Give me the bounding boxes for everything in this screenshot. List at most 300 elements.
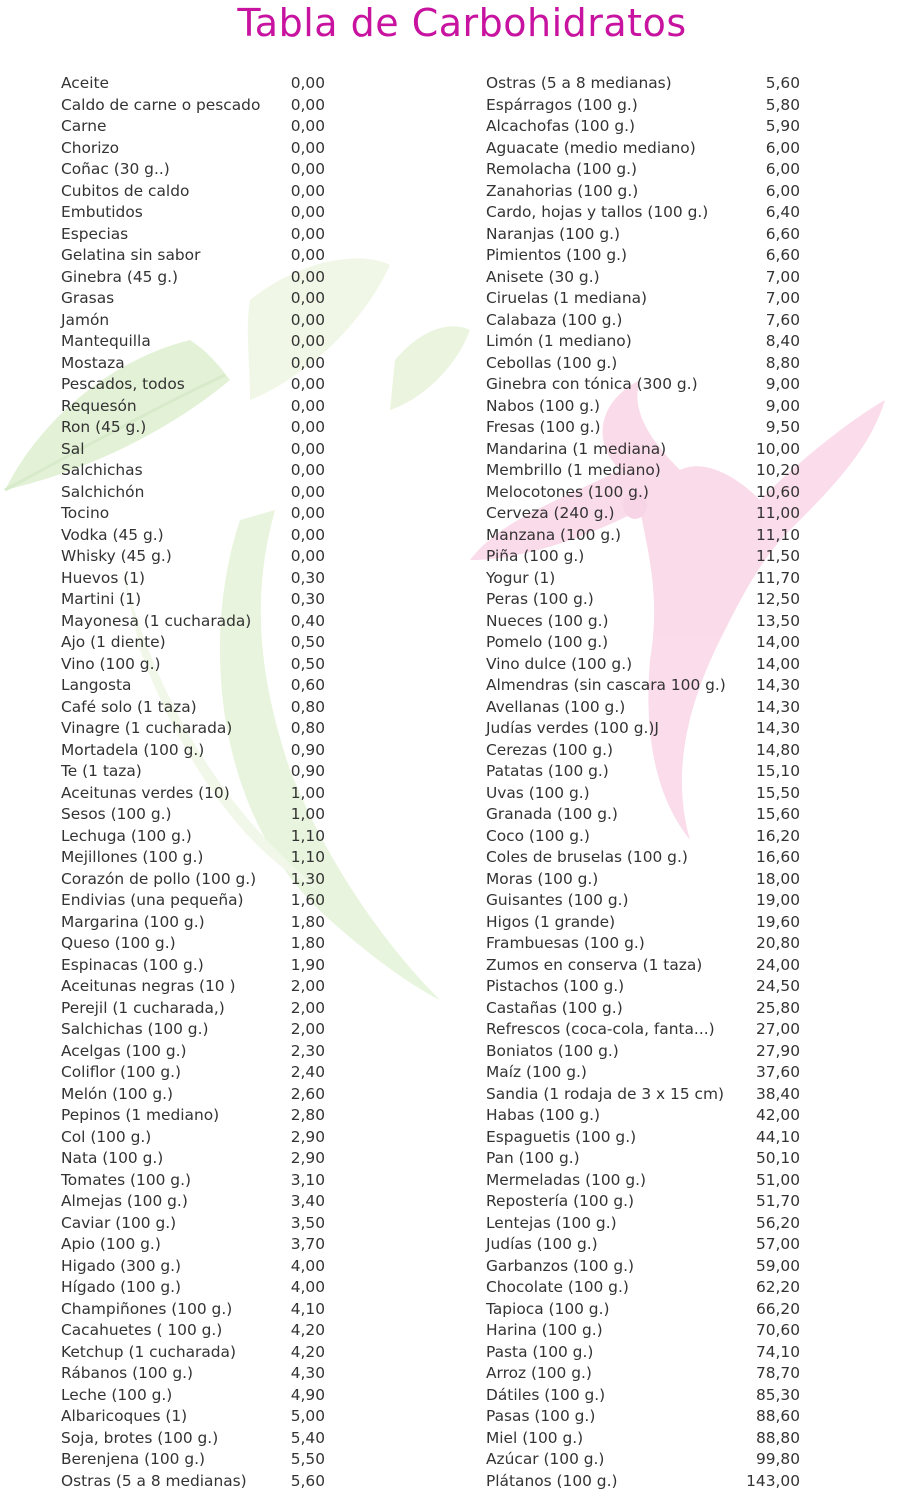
food-name: Embutidos — [61, 203, 143, 221]
carb-value: 0,00 — [290, 439, 325, 458]
carb-value: 0,90 — [290, 762, 325, 780]
table-row — [486, 998, 800, 1020]
carb-value: 11,50 — [755, 547, 800, 565]
carb-value: 6,40 — [765, 203, 800, 221]
food-name: Sesos (100 g.) — [61, 805, 172, 823]
carb-value: 62,20 — [755, 1278, 800, 1296]
carb-value: 51,70 — [755, 1192, 800, 1210]
carb-value: 0,00 — [290, 461, 325, 479]
food-name: Espinacas (100 g.) — [61, 955, 204, 974]
table-row — [61, 1127, 325, 1149]
food-name: Hígado (100 g.) — [61, 1278, 182, 1296]
carb-value: 9,50 — [765, 418, 800, 436]
table-row — [486, 224, 800, 246]
food-name: Zanahorias (100 g.) — [486, 181, 639, 200]
food-name: Caldo de carne o pescado — [61, 95, 261, 114]
table-row — [61, 1041, 325, 1063]
food-name: Membrillo (1 mediano) — [486, 461, 661, 479]
carb-value: 6,00 — [765, 181, 800, 200]
table-row — [61, 267, 325, 289]
table-row — [61, 1385, 325, 1407]
food-name: Mejillones (100 g.) — [61, 848, 204, 866]
carb-value: 70,60 — [755, 1321, 800, 1339]
carb-value: 16,60 — [755, 848, 800, 866]
food-name: Frambuesas (100 g.) — [486, 934, 645, 952]
food-name: Pistachos (100 g.) — [486, 977, 625, 995]
food-name: Chocolate (100 g.) — [486, 1278, 629, 1296]
food-name: Salchichón — [61, 482, 145, 501]
table-row — [61, 1148, 325, 1170]
table-row — [61, 138, 325, 160]
carb-value: 0,00 — [290, 138, 325, 157]
food-name: Peras (100 g.) — [486, 590, 594, 608]
table-row — [61, 503, 325, 525]
food-name: Tapioca (100 g.) — [486, 1299, 610, 1318]
table-row — [486, 783, 800, 805]
table-row — [61, 1406, 325, 1428]
carb-value: 99,80 — [755, 1450, 800, 1468]
food-name: Vinagre (1 cucharada) — [61, 719, 233, 737]
table-row — [61, 783, 325, 805]
food-name: Nata (100 g.) — [61, 1149, 164, 1167]
food-name: Nabos (100 g.) — [486, 396, 600, 415]
food-name: Vino (100 g.) — [61, 654, 161, 673]
carb-value: 1,60 — [290, 891, 325, 909]
carb-value: 14,80 — [755, 740, 800, 759]
table-row — [61, 675, 325, 697]
table-row — [486, 482, 800, 504]
table-row — [61, 224, 325, 246]
food-name: Pasas (100 g.) — [486, 1407, 596, 1425]
food-name: Jamón — [61, 310, 110, 329]
table-row — [486, 1234, 800, 1256]
food-name: Judías verdes (100 g.)J — [486, 719, 659, 737]
table-row — [486, 1320, 800, 1342]
food-name: Harina (100 g.) — [486, 1321, 603, 1339]
carb-value: 1,10 — [290, 826, 325, 845]
table-row — [61, 761, 325, 783]
carb-value: 1,80 — [290, 934, 325, 952]
food-name: Cebollas (100 g.) — [486, 353, 618, 372]
carb-value: 11,00 — [755, 504, 800, 522]
carb-value: 42,00 — [755, 1106, 800, 1124]
table-row — [61, 245, 325, 267]
table-row — [486, 611, 800, 633]
table-row — [486, 869, 800, 891]
table-row — [486, 1213, 800, 1235]
food-name: Lechuga (100 g.) — [61, 826, 192, 845]
carb-value: 56,20 — [755, 1213, 800, 1232]
food-name: Manzana (100 g.) — [486, 525, 621, 544]
food-name: Habas (100 g.) — [486, 1106, 601, 1124]
food-name: Azúcar (100 g.) — [486, 1450, 605, 1468]
table-row — [61, 116, 325, 138]
food-name: Aguacate (medio mediano) — [486, 138, 696, 157]
carb-value: 0,00 — [290, 396, 325, 415]
food-name: Espaguetis (100 g.) — [486, 1127, 637, 1146]
table-row — [486, 1084, 800, 1106]
table-row — [486, 525, 800, 547]
food-name: Zumos en conserva (1 taza) — [486, 955, 703, 974]
table-row — [486, 976, 800, 998]
food-name: Salchichas — [61, 461, 143, 479]
right-column — [486, 73, 800, 1492]
table-row — [61, 396, 325, 418]
carb-value: 0,90 — [290, 740, 325, 759]
food-name: Corazón de pollo (100 g.) — [61, 869, 257, 888]
food-name: Lentejas (100 g.) — [486, 1213, 617, 1232]
table-row — [486, 890, 800, 912]
carb-value: 2,00 — [290, 998, 325, 1017]
food-name: Acelgas (100 g.) — [61, 1041, 187, 1060]
food-name: Ajo (1 diente) — [61, 633, 166, 651]
carb-value: 27,00 — [755, 1020, 800, 1038]
food-name: Cerveza (240 g.) — [486, 504, 615, 522]
table-row — [61, 1299, 325, 1321]
table-row — [486, 912, 800, 934]
carb-value: 0,40 — [290, 611, 325, 630]
carb-value: 14,00 — [755, 654, 800, 673]
carb-value: 4,20 — [290, 1321, 325, 1339]
carb-value: 4,90 — [290, 1385, 325, 1404]
carb-value: 0,00 — [290, 332, 325, 350]
food-name: Mandarina (1 mediana) — [486, 439, 667, 458]
carb-value: 0,00 — [290, 310, 325, 329]
carb-value: 0,00 — [290, 224, 325, 243]
table-row — [61, 181, 325, 203]
food-name: Champiñones (100 g.) — [61, 1299, 233, 1318]
food-name: Remolacha (100 g.) — [486, 160, 638, 178]
carb-value: 8,40 — [765, 332, 800, 350]
carb-value: 5,50 — [290, 1450, 325, 1468]
carb-value: 18,00 — [755, 869, 800, 888]
carb-value: 2,80 — [290, 1106, 325, 1124]
food-name: Tocino — [61, 504, 110, 522]
food-name: Requesón — [61, 396, 137, 415]
table-row — [486, 1105, 800, 1127]
food-name: Limón (1 mediano) — [486, 332, 632, 350]
table-row — [61, 847, 325, 869]
food-name: Yogur (1) — [486, 568, 556, 587]
food-name: Granada (100 g.) — [486, 805, 618, 823]
table-row — [61, 95, 325, 117]
carb-value: 0,80 — [290, 719, 325, 737]
carb-value: 14,30 — [755, 719, 800, 737]
carb-value: 24,50 — [755, 977, 800, 995]
food-name: Repostería (100 g.) — [486, 1192, 635, 1210]
table-row — [61, 546, 325, 568]
carb-value: 0,00 — [290, 246, 325, 264]
food-name: Judías (100 g.) — [486, 1235, 598, 1253]
food-name: Avellanas (100 g.) — [486, 697, 626, 716]
food-name: Huevos (1) — [61, 568, 146, 587]
carb-value: 44,10 — [755, 1127, 800, 1146]
food-name: Aceitunas verdes (10) — [61, 783, 230, 802]
table-row — [61, 976, 325, 998]
food-name: Mantequilla — [61, 332, 151, 350]
table-row — [486, 245, 800, 267]
food-name: Queso (100 g.) — [61, 934, 176, 952]
table-row — [61, 632, 325, 654]
food-name: Alcachofas (100 g.) — [486, 117, 636, 135]
table-row — [486, 1256, 800, 1278]
food-name: Rábanos (100 g.) — [61, 1364, 194, 1382]
table-row — [486, 632, 800, 654]
table-row — [61, 1256, 325, 1278]
table-row — [486, 1191, 800, 1213]
food-name: Vodka (45 g.) — [61, 525, 164, 544]
carb-value: 1,80 — [290, 912, 325, 931]
table-row — [61, 1449, 325, 1471]
table-row — [486, 1363, 800, 1385]
carb-value: 7,60 — [765, 310, 800, 329]
food-name: Pimientos (100 g.) — [486, 246, 628, 264]
table-row — [486, 826, 800, 848]
food-name: Berenjena (100 g.) — [61, 1450, 206, 1468]
carb-value: 3,40 — [290, 1192, 325, 1210]
food-name: Mermeladas (100 g.) — [486, 1170, 647, 1189]
carb-value: 143,00 — [746, 1471, 800, 1490]
table-row — [486, 1299, 800, 1321]
food-name: Perejil (1 cucharada,) — [61, 998, 225, 1017]
food-name: Nueces (100 g.) — [486, 611, 609, 630]
food-name: Ron (45 g.) — [61, 418, 147, 436]
food-name: Cerezas (100 g.) — [486, 740, 614, 759]
food-name: Leche (100 g.) — [61, 1385, 173, 1404]
carb-value: 6,00 — [765, 138, 800, 157]
food-name: Higado (300 g.) — [61, 1256, 182, 1275]
carb-value: 0,30 — [290, 590, 325, 608]
table-row — [61, 288, 325, 310]
carb-value: 3,50 — [290, 1213, 325, 1232]
table-row — [486, 1127, 800, 1149]
carb-value: 7,00 — [765, 267, 800, 286]
carb-value: 1,90 — [290, 955, 325, 974]
table-row — [61, 1084, 325, 1106]
carb-value: 12,50 — [755, 590, 800, 608]
carb-value: 4,00 — [290, 1256, 325, 1275]
carb-value: 5,60 — [765, 74, 800, 92]
carb-value: 0,00 — [290, 181, 325, 200]
carb-value: 0,00 — [290, 160, 325, 178]
table-row — [61, 202, 325, 224]
carb-value: 5,40 — [290, 1428, 325, 1447]
food-name: Fresas (100 g.) — [486, 418, 601, 436]
food-name: Boniatos (100 g.) — [486, 1041, 619, 1060]
carb-value: 10,20 — [755, 461, 800, 479]
carb-value: 0,30 — [290, 568, 325, 587]
table-row — [61, 740, 325, 762]
table-row — [486, 439, 800, 461]
table-row — [61, 890, 325, 912]
table-row — [486, 804, 800, 826]
table-row — [486, 181, 800, 203]
food-name: Almejas (100 g.) — [61, 1192, 188, 1210]
table-row — [61, 955, 325, 977]
carb-value: 20,80 — [755, 934, 800, 952]
table-row — [61, 933, 325, 955]
carb-value: 0,00 — [290, 525, 325, 544]
food-name: Whisky (45 g.) — [61, 547, 172, 565]
food-name: Miel (100 g.) — [486, 1428, 584, 1447]
carb-value: 16,20 — [755, 826, 800, 845]
table-row — [61, 826, 325, 848]
carb-value: 66,20 — [755, 1299, 800, 1318]
table-row — [61, 804, 325, 826]
table-row — [486, 1170, 800, 1192]
carb-value: 11,70 — [755, 568, 800, 587]
food-name: Higos (1 grande) — [486, 912, 616, 931]
carb-value: 6,60 — [765, 224, 800, 243]
food-name: Plátanos (100 g.) — [486, 1471, 618, 1490]
food-name: Garbanzos (100 g.) — [486, 1256, 634, 1275]
food-name: Espárragos (100 g.) — [486, 95, 638, 114]
food-name: Chorizo — [61, 138, 120, 157]
carb-value: 57,00 — [755, 1235, 800, 1253]
carb-value: 5,80 — [765, 95, 800, 114]
table-row — [61, 1105, 325, 1127]
food-name: Cacahuetes ( 100 g.) — [61, 1321, 223, 1339]
table-row — [61, 611, 325, 633]
carb-value: 50,10 — [755, 1149, 800, 1167]
carb-value: 19,60 — [755, 912, 800, 931]
table-row — [486, 1342, 800, 1364]
table-row — [486, 546, 800, 568]
table-row — [486, 116, 800, 138]
food-name: Albaricoques (1) — [61, 1407, 188, 1425]
table-row — [486, 1449, 800, 1471]
food-name: Arroz (100 g.) — [486, 1364, 592, 1382]
carb-value: 9,00 — [765, 375, 800, 393]
carb-value: 74,10 — [755, 1342, 800, 1361]
food-name: Endivias (una pequeña) — [61, 891, 244, 909]
page-title: Tabla de Carbohidratos — [237, 1, 687, 45]
carb-value: 2,40 — [290, 1063, 325, 1081]
carb-value: 1,10 — [290, 848, 325, 866]
food-name: Ketchup (1 cucharada) — [61, 1342, 236, 1361]
food-name: Langosta — [61, 676, 132, 694]
carb-value: 0,00 — [290, 482, 325, 501]
carb-value: 27,90 — [755, 1041, 800, 1060]
left-column — [61, 73, 325, 1492]
table-row — [61, 331, 325, 353]
carb-value: 2,00 — [290, 1020, 325, 1038]
food-name: Aceite — [61, 74, 109, 92]
food-name: Cubitos de caldo — [61, 181, 190, 200]
food-name: Melón (100 g.) — [61, 1084, 174, 1103]
table-row — [486, 1471, 800, 1493]
carb-value: 7,00 — [765, 289, 800, 307]
table-row — [61, 353, 325, 375]
carb-value: 0,00 — [290, 547, 325, 565]
carb-value: 3,10 — [290, 1170, 325, 1189]
table-row — [486, 1062, 800, 1084]
carb-value: 78,70 — [755, 1364, 800, 1382]
carb-value: 25,80 — [755, 998, 800, 1017]
carb-value: 85,30 — [755, 1385, 800, 1404]
food-name: Mostaza — [61, 353, 125, 372]
table-row — [486, 202, 800, 224]
food-name: Vino dulce (100 g.) — [486, 654, 633, 673]
table-row — [486, 460, 800, 482]
table-row — [61, 482, 325, 504]
carb-value: 14,00 — [755, 633, 800, 651]
carb-value: 0,00 — [290, 117, 325, 135]
food-name: Maíz (100 g.) — [486, 1063, 587, 1081]
carb-value: 4,20 — [290, 1342, 325, 1361]
table-row — [61, 374, 325, 396]
food-name: Moras (100 g.) — [486, 869, 599, 888]
table-row — [486, 761, 800, 783]
carb-value: 59,00 — [755, 1256, 800, 1275]
table-row — [486, 933, 800, 955]
carb-value: 10,00 — [755, 439, 800, 458]
table-row — [61, 1062, 325, 1084]
table-row — [486, 267, 800, 289]
carb-value: 0,00 — [290, 203, 325, 221]
food-name: Coco (100 g.) — [486, 826, 590, 845]
table-row — [61, 718, 325, 740]
table-row — [486, 697, 800, 719]
carb-value: 14,30 — [755, 697, 800, 716]
table-row — [486, 396, 800, 418]
carb-value: 13,50 — [755, 611, 800, 630]
food-name: Pasta (100 g.) — [486, 1342, 594, 1361]
carb-value: 1,00 — [290, 805, 325, 823]
carb-value: 14,30 — [755, 676, 800, 694]
carb-value: 2,60 — [290, 1084, 325, 1103]
food-name: Castañas (100 g.) — [486, 998, 623, 1017]
table-row — [486, 1406, 800, 1428]
carb-value: 5,00 — [290, 1407, 325, 1425]
table-row — [61, 912, 325, 934]
food-name: Ginebra con tónica (300 g.) — [486, 375, 698, 393]
table-row — [61, 1234, 325, 1256]
table-row — [486, 589, 800, 611]
carb-value: 0,00 — [290, 267, 325, 286]
table-row — [61, 1191, 325, 1213]
food-name: Coñac (30 g..) — [61, 160, 170, 178]
carb-value: 4,10 — [290, 1299, 325, 1318]
table-row — [486, 1019, 800, 1041]
table-row — [61, 697, 325, 719]
food-name: Anisete (30 g.) — [486, 267, 600, 286]
carb-value: 10,60 — [755, 482, 800, 501]
carb-value: 15,60 — [755, 805, 800, 823]
carb-value: 15,10 — [755, 762, 800, 780]
food-name: Mayonesa (1 cucharada) — [61, 611, 252, 630]
carb-value: 88,60 — [755, 1407, 800, 1425]
table-row — [486, 95, 800, 117]
food-name: Calabaza (100 g.) — [486, 310, 623, 329]
table-row — [486, 1428, 800, 1450]
table-row — [486, 331, 800, 353]
carb-value: 11,10 — [755, 525, 800, 544]
food-name: Sandia (1 rodaja de 3 x 15 cm) — [486, 1084, 724, 1103]
food-name: Mortadela (100 g.) — [61, 740, 205, 759]
food-name: Especias — [61, 224, 129, 243]
food-name: Pescados, todos — [61, 375, 185, 393]
carb-value: 0,00 — [290, 504, 325, 522]
table-row — [486, 374, 800, 396]
table-row — [61, 1342, 325, 1364]
food-name: Pan (100 g.) — [486, 1149, 580, 1167]
food-name: Dátiles (100 g.) — [486, 1385, 606, 1404]
table-row — [61, 1019, 325, 1041]
carb-value: 3,70 — [290, 1235, 325, 1253]
carb-value: 19,00 — [755, 891, 800, 909]
food-name: Ginebra (45 g.) — [61, 267, 178, 286]
